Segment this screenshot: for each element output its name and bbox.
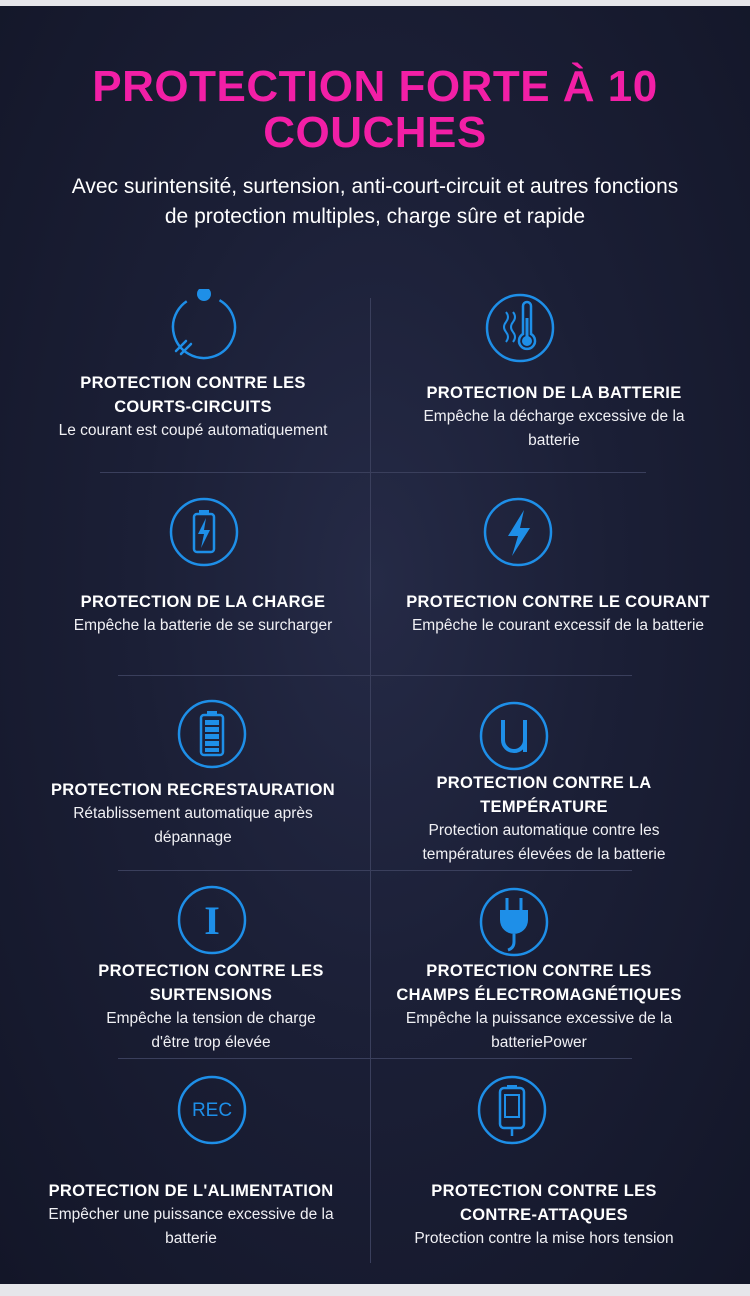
protection-item-7 — [28, 959, 394, 1055]
item-description: Le courant est coupé automatiquement — [58, 422, 328, 439]
subtitle-line-1: Avec surintensité, surtension, anti-court-circuit et autres fonctions — [71, 175, 679, 198]
item-description: Protection contre la mise hors tension — [414, 1230, 674, 1247]
page-title — [0, 64, 750, 156]
protection-item-1 — [10, 371, 376, 443]
row-divider-2 — [118, 675, 632, 676]
rec-icon-text: REC — [191, 1100, 233, 1121]
item-description: Empêcher une puissance excessive de la batterie — [48, 1206, 334, 1247]
item-description: Empêche la décharge excessive de la batterie — [423, 408, 685, 449]
subtitle-line-2: de protection multiples, charge sûre et rapide — [164, 205, 586, 228]
item-description: Empêche la batterie de se surcharger — [73, 617, 333, 634]
subtitle — [20, 172, 730, 232]
item-title: PROTECTION CONTRE LE COURANT — [406, 593, 710, 611]
item-description: Protection automatique contre les températures élevées de la batterie — [422, 822, 666, 863]
item-title: PROTECTION DE LA CHARGE — [80, 593, 326, 611]
full-battery-icon — [176, 698, 248, 770]
item-title: PROTECTION CONTRE LES COURTS-CIRCUITS — [80, 374, 306, 416]
bottom-strip — [0, 1284, 750, 1296]
thermometer-icon — [484, 292, 556, 364]
protection-item-3 — [20, 590, 386, 638]
row-divider-4 — [118, 1058, 632, 1059]
power-ring-icon — [168, 289, 240, 361]
phone-battery-icon — [476, 1074, 548, 1146]
protection-panel — [0, 6, 750, 1284]
protection-item-4 — [376, 590, 740, 638]
item-title: PROTECTION CONTRE LA TEMPÉRATURE — [436, 774, 652, 816]
item-description: Rétablissement automatique après dépannage — [73, 805, 313, 846]
svg-text:I: I — [204, 898, 220, 943]
protection-item-8 — [357, 959, 721, 1055]
plug-icon — [478, 886, 550, 958]
item-title: PROTECTION DE LA BATTERIE — [426, 384, 682, 402]
row-divider-3 — [118, 870, 632, 871]
protection-item-9 — [8, 1179, 374, 1251]
item-title: PROTECTION RECRESTAURATION — [50, 781, 336, 799]
title-line-1: PROTECTION FORTE À 10 — [92, 62, 658, 111]
u-letter-icon — [478, 700, 550, 772]
item-description: Empêche la puissance excessive de la batteriePower — [405, 1010, 673, 1051]
i-letter-icon — [176, 884, 248, 956]
item-title: PROTECTION DE L'ALIMENTATION — [48, 1182, 334, 1200]
item-title: PROTECTION CONTRE LES SURTENSIONS — [98, 962, 324, 1004]
protection-item-10 — [362, 1179, 726, 1251]
lightning-icon — [482, 496, 554, 568]
item-title: PROTECTION CONTRE LES CONTRE-ATTAQUES — [431, 1182, 657, 1224]
rec-icon — [176, 1074, 248, 1146]
item-description: Empêche le courant excessif de la batterie — [411, 617, 705, 634]
row-divider-1 — [100, 472, 646, 473]
protection-item-6 — [362, 771, 726, 867]
protection-item-2 — [372, 381, 736, 453]
charging-battery-icon — [168, 496, 240, 568]
title-line-2: COUCHES — [263, 108, 487, 157]
item-description: Empêche la tension de charge d'être trop élevée — [106, 1010, 316, 1051]
protection-item-5 — [10, 778, 376, 850]
item-title: PROTECTION CONTRE LES CHAMPS ÉLECTROMAGNÉTIQUES — [396, 962, 682, 1004]
